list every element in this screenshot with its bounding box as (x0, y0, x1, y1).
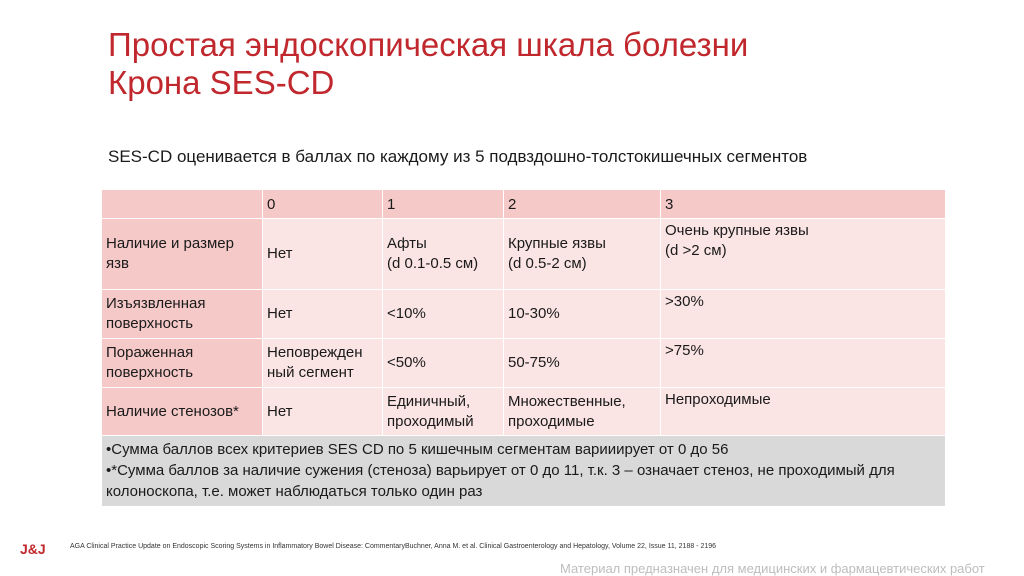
slide-title-line1: Простая эндоскопическая шкала болезни (108, 26, 749, 63)
cell-line: Крупные язвы (508, 235, 606, 252)
brand-logo: J&J (20, 541, 46, 557)
table-row (102, 219, 946, 290)
table-notes-row (102, 436, 946, 507)
row-label: Пораженная поверхность (102, 339, 263, 388)
table-cell: Нет (263, 219, 383, 290)
header-cell-score-0: 0 (263, 190, 383, 219)
cell-line: Афты (387, 235, 427, 252)
table-cell (661, 219, 946, 290)
row-label: Наличие стенозов* (102, 388, 263, 436)
header-cell-empty (102, 190, 263, 219)
table-cell: 10-30% (504, 290, 661, 339)
cell-line: (d >2 см) (665, 242, 727, 259)
note-stenosis-score: •*Сумма баллов за наличие сужения (стеноза) варьирует от 0 до 11, т.к. 3 – означает стеноз, не проходимый для колоноскопа, т.е. может наблюдаться только один раз (106, 462, 895, 500)
header-cell-score-3: 3 (661, 190, 946, 219)
cell-line: (d 0.1-0.5 см) (387, 255, 479, 272)
cell-line: Очень крупные язвы (665, 222, 809, 239)
table-cell: Непроходимые (661, 388, 946, 436)
table-row (102, 339, 946, 388)
table-header-row (102, 190, 946, 219)
reference-citation: AGA Clinical Practice Update on Endoscopic Scoring Systems in Inflammatory Bowel Disease: CommentaryBuchner, Anna M. et al. Clinical Gastroenterology and Hepatology, Volume 22, Issue 11, 2188 - 2196 (70, 543, 717, 550)
table-cell: Множественные, проходимые (504, 388, 661, 436)
row-label: Наличие и размер язв (102, 219, 263, 290)
table-cell: Единичный, проходимый (383, 388, 504, 436)
table-row (102, 388, 946, 436)
table-notes-cell (102, 436, 946, 507)
ses-cd-table (101, 189, 946, 507)
table-row (102, 290, 946, 339)
watermark-text: Материал предназначен для медицинских и фармацевтических работ (560, 561, 985, 576)
table-cell: <50% (383, 339, 504, 388)
slide-subtitle: SES-CD оценивается в баллах по каждому из 5 подвздошно-толстокишечных сегментов (108, 147, 808, 166)
table-cell: <10% (383, 290, 504, 339)
table-cell: Неповрежден ный сегмент (263, 339, 383, 388)
table-cell (504, 219, 661, 290)
table-cell (383, 219, 504, 290)
slide-title-line2: Крона SES-CD (108, 64, 335, 101)
note-total-score: •Сумма баллов всех критериев SES CD по 5 кишечным сегментам варииирует от 0 до 56 (106, 441, 729, 458)
table-cell: 50-75% (504, 339, 661, 388)
header-cell-score-2: 2 (504, 190, 661, 219)
row-label: Изъязвленная поверхность (102, 290, 263, 339)
slide-title (108, 26, 928, 102)
table-cell: Нет (263, 290, 383, 339)
table-cell: >30% (661, 290, 946, 339)
table-cell: Нет (263, 388, 383, 436)
cell-line: (d 0.5-2 см) (508, 255, 587, 272)
header-cell-score-1: 1 (383, 190, 504, 219)
table-cell: >75% (661, 339, 946, 388)
